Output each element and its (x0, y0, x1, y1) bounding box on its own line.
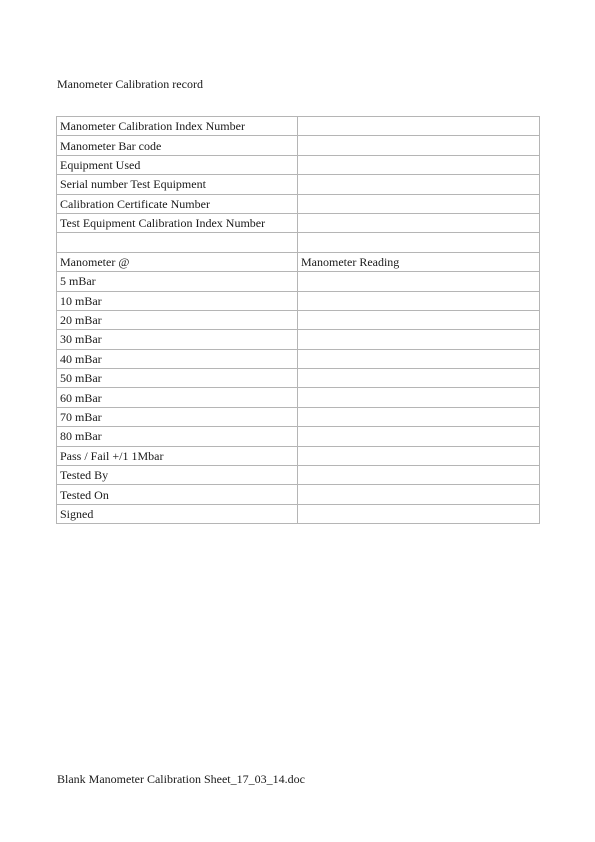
table-row (57, 369, 540, 388)
table-row (57, 349, 540, 368)
row-label-cell (57, 233, 298, 252)
table-row (57, 466, 540, 485)
table-row (57, 446, 540, 465)
row-value-cell[interactable] (298, 369, 540, 388)
row-value-cell[interactable] (298, 233, 540, 252)
row-label-cell: 5 mBar (57, 272, 298, 291)
document-title: Manometer Calibration record (57, 77, 203, 91)
table-row (57, 427, 540, 446)
row-label-cell: 70 mBar (57, 407, 298, 426)
table-row (57, 291, 540, 310)
row-value-cell[interactable] (298, 407, 540, 426)
table-row (57, 485, 540, 504)
row-value-cell[interactable] (298, 175, 540, 194)
row-label-cell: Equipment Used (57, 155, 298, 174)
row-label-cell: Pass / Fail +/1 1Mbar (57, 446, 298, 465)
row-value-cell[interactable] (298, 388, 540, 407)
row-value-cell[interactable] (298, 194, 540, 213)
row-value-cell[interactable] (298, 310, 540, 329)
row-label-cell: 30 mBar (57, 330, 298, 349)
row-label-cell: Manometer Bar code (57, 136, 298, 155)
row-value-cell[interactable] (298, 136, 540, 155)
row-label-cell: Manometer Calibration Index Number (57, 117, 298, 136)
table-row (57, 117, 540, 136)
row-value-cell[interactable] (298, 485, 540, 504)
row-value-cell[interactable] (298, 213, 540, 232)
row-value-cell[interactable] (298, 504, 540, 523)
row-label-cell: 40 mBar (57, 349, 298, 368)
row-label-cell: 10 mBar (57, 291, 298, 310)
row-value-cell[interactable] (298, 427, 540, 446)
row-label-cell: Signed (57, 504, 298, 523)
footer-filename: Blank Manometer Calibration Sheet_17_03_14.doc (57, 772, 305, 786)
table-row (57, 504, 540, 523)
table-row (57, 136, 540, 155)
table-row (57, 310, 540, 329)
row-label-cell: Test Equipment Calibration Index Number (57, 213, 298, 232)
row-label-cell: Tested By (57, 466, 298, 485)
table-row (57, 252, 540, 271)
table-row (57, 175, 540, 194)
table-row (57, 272, 540, 291)
calibration-record-table (56, 116, 540, 524)
table-row (57, 155, 540, 174)
row-value-cell[interactable] (298, 291, 540, 310)
row-label-cell: Calibration Certificate Number (57, 194, 298, 213)
row-label-cell: 50 mBar (57, 369, 298, 388)
row-value-cell[interactable]: Manometer Reading (298, 252, 540, 271)
row-value-cell[interactable] (298, 330, 540, 349)
row-label-cell: 80 mBar (57, 427, 298, 446)
row-value-cell[interactable] (298, 117, 540, 136)
table-row (57, 213, 540, 232)
row-label-cell: Manometer @ (57, 252, 298, 271)
table-row (57, 233, 540, 252)
row-value-cell[interactable] (298, 155, 540, 174)
row-value-cell[interactable] (298, 466, 540, 485)
table-row (57, 330, 540, 349)
table-row (57, 194, 540, 213)
row-label-cell: Serial number Test Equipment (57, 175, 298, 194)
table-row (57, 407, 540, 426)
row-value-cell[interactable] (298, 446, 540, 465)
table-body (57, 117, 540, 524)
row-label-cell: 60 mBar (57, 388, 298, 407)
row-value-cell[interactable] (298, 272, 540, 291)
table-row (57, 388, 540, 407)
row-label-cell: Tested On (57, 485, 298, 504)
row-label-cell: 20 mBar (57, 310, 298, 329)
row-value-cell[interactable] (298, 349, 540, 368)
